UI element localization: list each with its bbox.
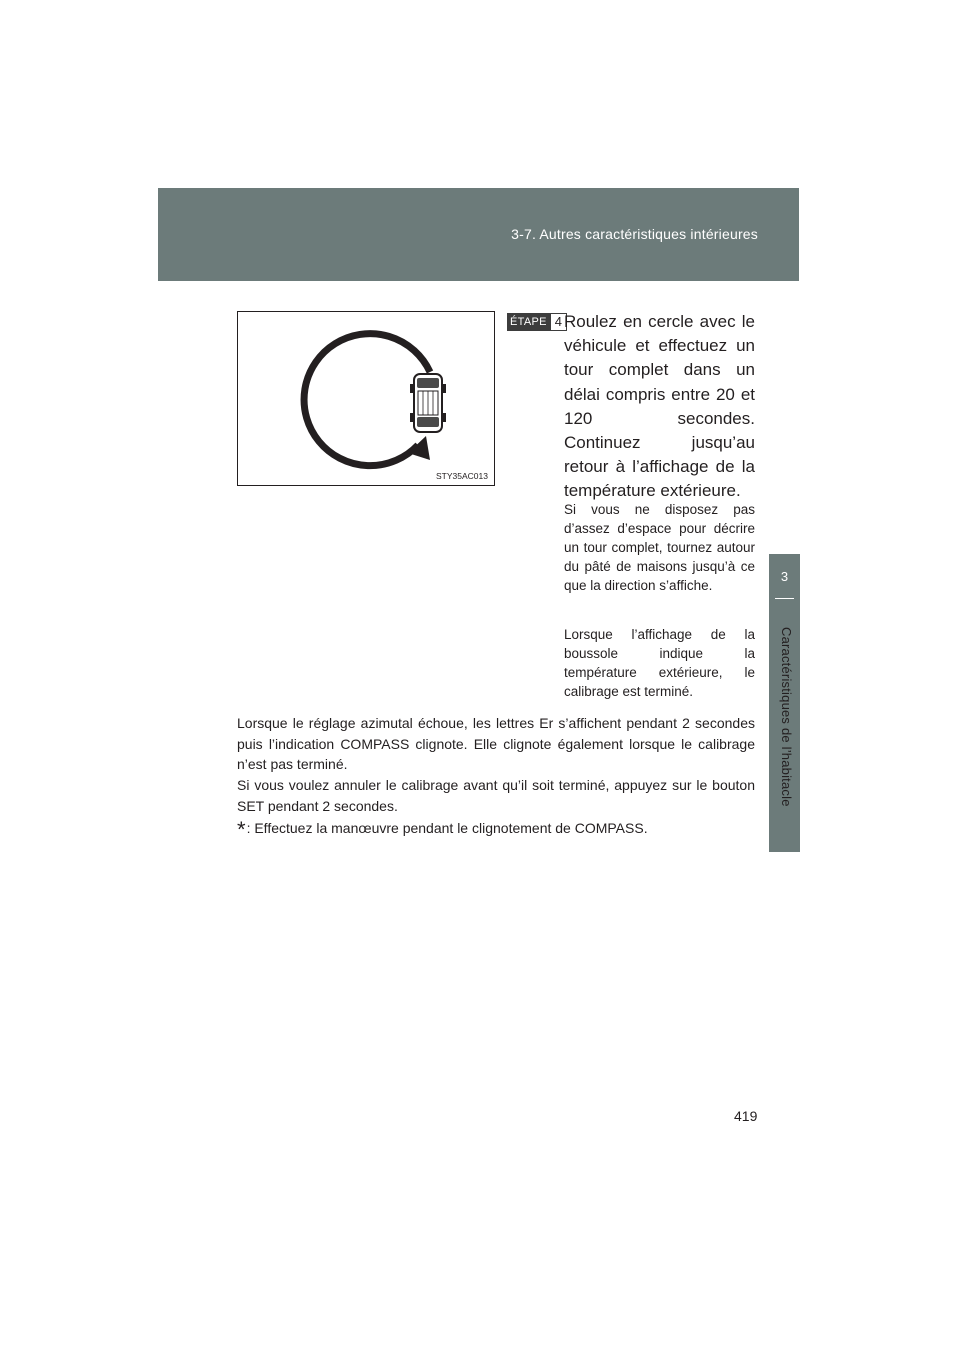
footnote [237, 818, 757, 840]
header-band [158, 188, 799, 281]
page-number: 419 [734, 1108, 758, 1124]
step-number: 4 [550, 313, 567, 331]
vehicle-top-view [410, 374, 446, 432]
figure-code: STY35AC013 [436, 471, 488, 481]
chapter-tab-divider [775, 598, 794, 599]
vehicle-circle-path-icon [238, 312, 494, 485]
footnote-text: : Effectuez la manœuvre pendant le clignotement de COMPASS. [246, 820, 648, 836]
paragraph-cancel: Si vous voulez annuler le calibrage avant qu’il soit terminé, appuyez sur le bouton SET pendant 2 secondes. [237, 777, 755, 814]
note-space: Si vous ne disposez pas d’assez d’espace pour décrire un tour complet, tournez autour du pâté de maisons jusqu’à ce que la direction s’affiche. [564, 502, 755, 594]
step-badge [507, 313, 567, 331]
step-instruction: Roulez en cercle avec le véhicule et effectuez un tour complet dans un délai compris entre 20 et 120 secondes. Continuez jusqu’au retour à l’affichage de la température extérieure. [564, 312, 755, 501]
chapter-title: Caractéristiques de l’habitacle [779, 627, 794, 807]
step-label: ÉTAPE [507, 313, 550, 331]
section-title: 3-7. Autres caractéristiques intérieures [511, 226, 758, 242]
note-calibration-done: Lorsque l’affichage de la boussole indique la température extérieure, le calibrage est terminé. [564, 627, 755, 700]
circular-path-arrow [304, 334, 430, 466]
footnote-marker: * [237, 817, 246, 842]
paragraph-failure: Lorsque le réglage azimutal échoue, les lettres Er s’affichent pendant 2 secondes puis l’indication COMPASS clignote. Elle clignote également lorsque le calibrage n’est pas terminé. [237, 715, 755, 772]
calibration-figure [237, 311, 495, 486]
chapter-number: 3 [780, 569, 789, 584]
